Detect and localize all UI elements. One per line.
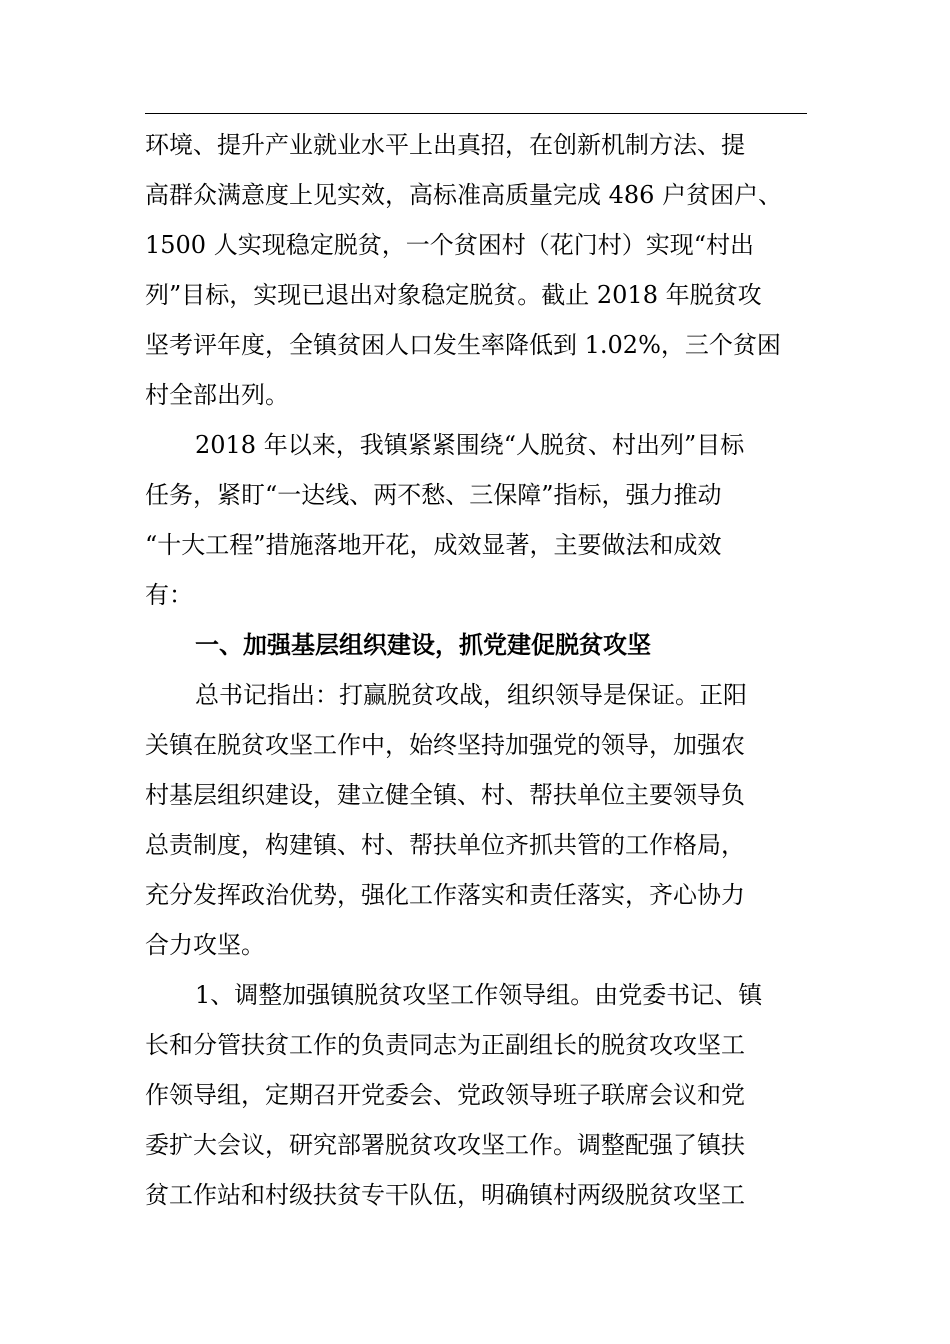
- paragraph-line: 总责制度，构建镇、村、帮扶单位齐抓共管的工作格局，: [145, 831, 745, 859]
- paragraph-line: 高群众满意度上见实效，高标准高质量完成 486 户贫困户、: [145, 181, 783, 209]
- paragraph-line: 1、调整加强镇脱贫攻坚工作领导组。由党委书记、镇: [195, 981, 763, 1009]
- paragraph-line: 总书记指出：打赢脱贫攻战，组织领导是保证。正阳: [195, 681, 747, 709]
- paragraph-line: “十大工程”措施落地开花，成效显著，主要做法和成效: [145, 531, 722, 559]
- paragraph-line: 作领导组，定期召开党委会、党政领导班子联席会议和党: [145, 1081, 745, 1109]
- paragraph-line: 充分发挥政治优势，强化工作落实和责任落实，齐心协力: [145, 881, 745, 909]
- paragraph-line: 坚考评年度，全镇贫困人口发生率降低到 1.02%，三个贫困: [145, 331, 781, 359]
- paragraph-line: 任务，紧盯“一达线、两不愁、三保障”指标，强力推动: [145, 481, 722, 509]
- paragraph-line: 村基层组织建设，建立健全镇、村、帮扶单位主要领导负: [145, 781, 745, 809]
- paragraph-line: 有：: [145, 581, 193, 609]
- paragraph-line: 贫工作站和村级扶贫专干队伍，明确镇村两级脱贫攻坚工: [145, 1181, 745, 1209]
- paragraph-line: 委扩大会议，研究部署脱贫攻攻坚工作。调整配强了镇扶: [145, 1131, 745, 1159]
- paragraph-line: 村全部出列。: [145, 381, 289, 409]
- paragraph-line: 2018 年以来，我镇紧紧围绕“人脱贫、村出列”目标: [195, 431, 745, 459]
- paragraph-line: 合力攻坚。: [145, 931, 265, 959]
- header-rule: [145, 113, 807, 114]
- paragraph-line: 环境、提升产业就业水平上出真招，在创新机制方法、提: [145, 131, 745, 159]
- paragraph-line: 长和分管扶贫工作的负责同志为正副组长的脱贫攻攻坚工: [145, 1031, 745, 1059]
- paragraph-line: 列”目标，实现已退出对象稳定脱贫。截止 2018 年脱贫攻: [145, 281, 762, 309]
- paragraph-line: 关镇在脱贫攻坚工作中，始终坚持加强党的领导，加强农: [145, 731, 745, 759]
- section-heading: 一、加强基层组织建设，抓党建促脱贫攻坚: [195, 630, 651, 659]
- paragraph-line: 1500 人实现稳定脱贫，一个贫困村（花门村）实现“村出: [145, 231, 754, 259]
